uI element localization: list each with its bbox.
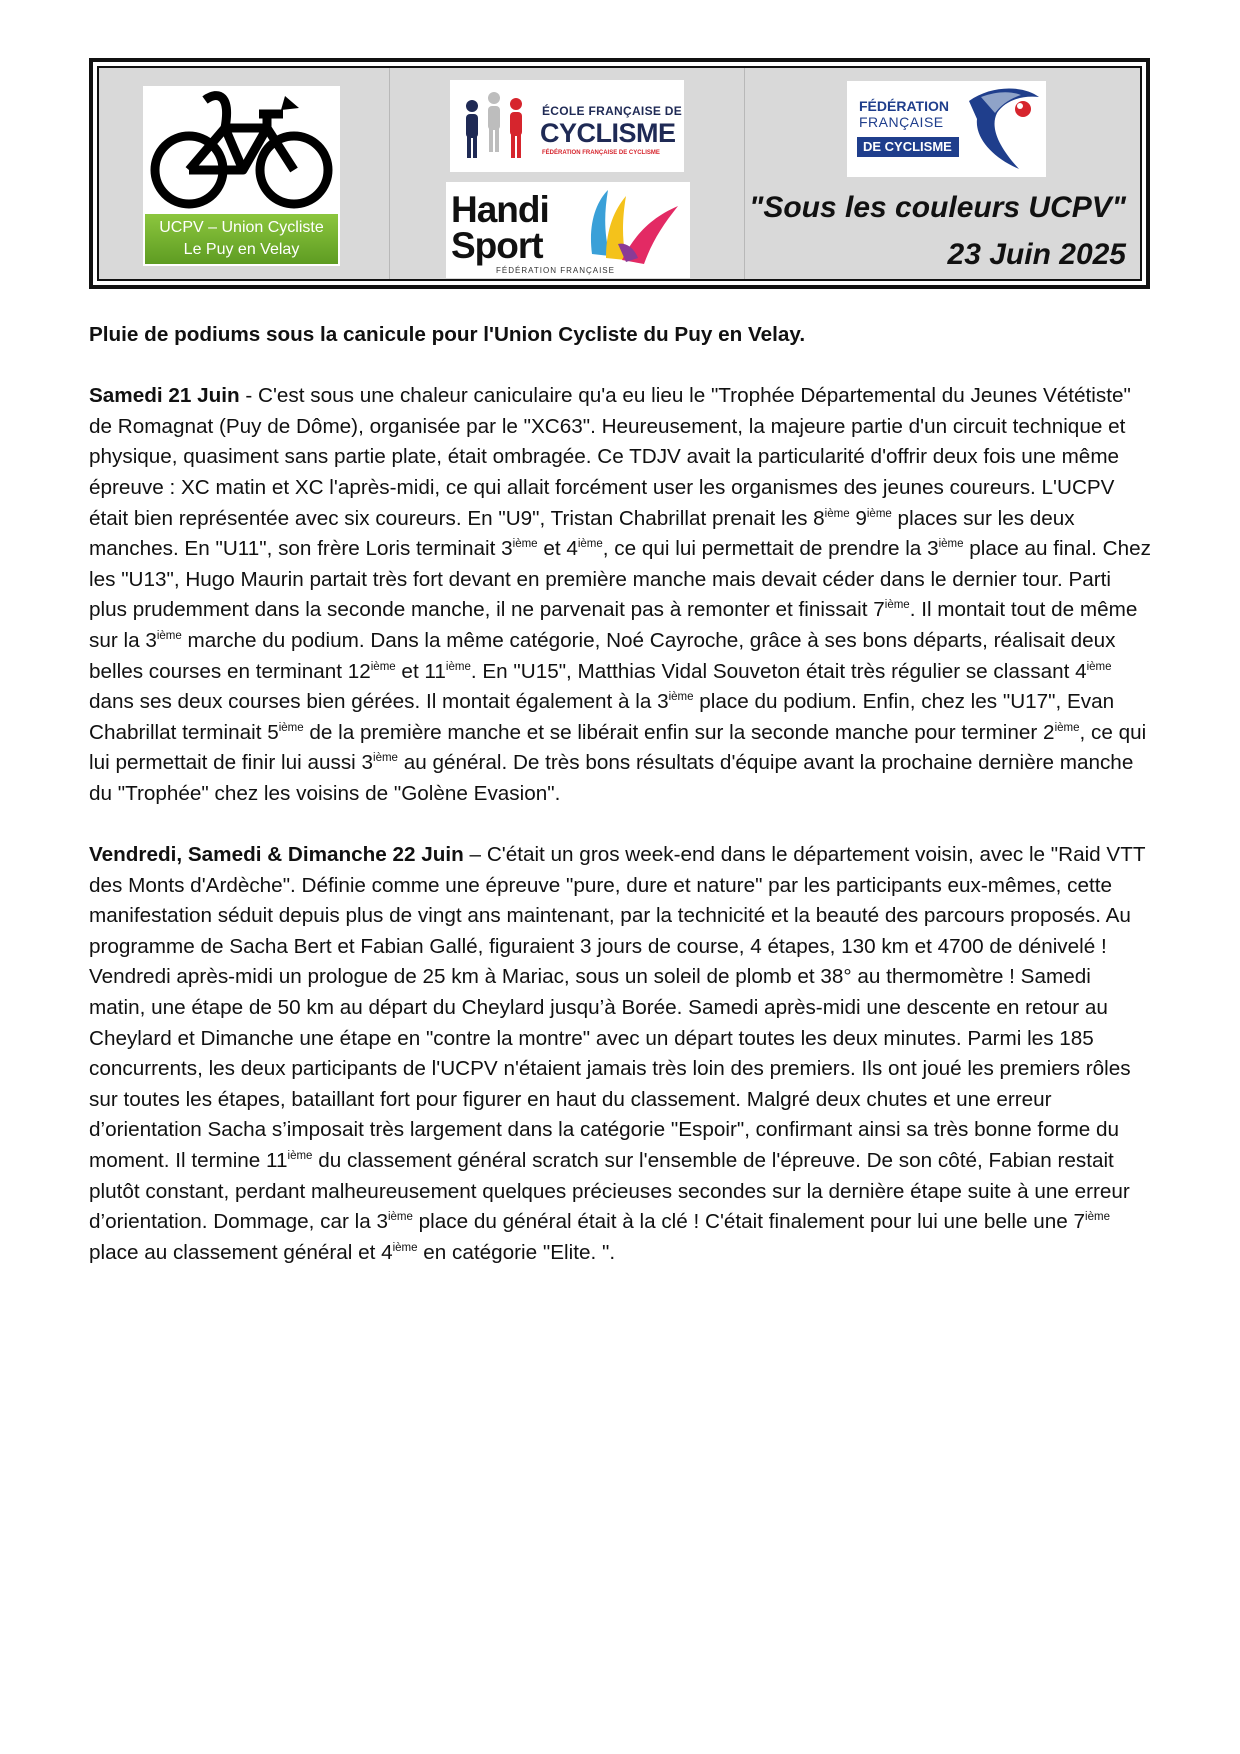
efc-line2: CYCLISME [540,118,676,148]
handisport-word1: Handi [451,189,549,230]
efc-logo [450,80,684,172]
handisport-logo [446,182,690,278]
header-divider [744,68,745,279]
text-run: dans ses deux courses bien gérées. Il montait également à la 3 [89,690,669,714]
ordinal-suffix: ième [938,538,964,551]
ordinal-suffix: ième [824,507,850,520]
text-run: place du général était à la clé ! C'était finalement pour lui une belle une 7 [412,1210,1086,1234]
text-run: - C'est sous une chaleur caniculaire qu'a eu lieu le "Trophée Départemental du Jeunes Vététiste" de Romagnat (Puy de Dôme), organisée par le "XC63". Heureusement, la majeure partie d'un circuit technique et physique, quasiment sans partie plate, était ombragée. Ce TDJV avait la particularité d'offrir deux fois une même épreuve : XC matin et XC l'après-midi, ce qui allait forcément user les organismes des jeunes coureurs. L'UCPV était bien représentée avec six coureurs. En "U9", Tristan Chabrillat prenait les 8 [89,384,1131,530]
headline-text: Pluie de podiums sous la canicule pour l'Union Cycliste du Puy en Velay. [89,323,806,346]
text-run: , ce qui lui permettait de finir lui aussi 3 [89,720,1147,775]
text-run: , ce qui lui permettait de prendre la 3 [602,537,939,561]
paragraph-lead: Vendredi, Samedi & Dimanche 22 Juin [89,843,464,867]
ffc-emblem-icon [961,83,1043,175]
ordinal-suffix: ième [387,1211,413,1224]
bulletin-title: "Sous les couleurs UCPV" [749,191,1126,224]
efc-line3: FÉDÉRATION FRANÇAISE DE CYCLISME [542,150,660,156]
ordinal-suffix: ième [156,629,182,642]
article-body [89,320,1151,1299]
ordinal-suffix: ième [1086,660,1112,673]
handisport-word2: Sport [451,225,543,266]
text-run: place au classement général et 4 [89,1240,393,1264]
text-run: places sur les deux manches. En "U11", son frère Loris terminait 3 [89,506,1075,561]
ucpv-plate [145,214,338,264]
text-run: – C'était un gros week-end dans le département voisin, avec le "Raid VTT des Monts d'Ardèche". Définie comme une épreuve "pure, dure et nature" par les participants eux-mêmes, cette manifestation séduit depuis plus de vingt ans maintenant, par la technicité et la beauté des parcours proposés. Au programme de Sacha Bert et Fabian Gallé, figuraient 3 jours de course, 4 étapes, 130 km et 4700 de dénivelé ! Vendredi après-midi un prologue de 25 km à Mariac, sous un soleil de plomb et 38° au thermomètre ! Samedi matin, une étape de 50 km au départ du Cheylard jusqu’à Borée. Samedi après-midi une descente en retour au Cheylard et Dimanche une étape en "contre la montre" avec un départ toutes les deux minutes. Parmi les 185 concurrents, les deux participants de l'UCPV n'étaient jamais très loin des premiers. Ils ont joué les premiers rôles sur toutes les étapes, bataillant fort pour figurer en haut du classement. Malgré deux chutes et une erreur d’orientation Sacha s’imposait très largement dans la catégorie "Espoir", confirmant ainsi sa très bonne forme du moment. Il termine 11 [89,843,1146,1173]
bulletin-date: 23 Juin 2025 [947,238,1126,271]
paragraph-raid [89,840,1151,1268]
efc-line1: ÉCOLE FRANÇAISE DE [542,104,683,118]
text-run: au général. De très bons résultats d'équipe avant la prochaine dernière manche du "Trophée" chez les voisins de "Golène Evasion". [89,751,1134,805]
children-figures-icon [452,80,540,172]
text-run: marche du podium. Dans la même catégorie, Noé Cayroche, grâce à ses bons départs, réalisait deux belles courses en terminant 12 [89,628,1116,683]
ordinal-suffix: ième [1054,721,1080,734]
ordinal-suffix: ième [392,1241,418,1254]
ffc-line1: FÉDÉRATION [859,98,949,114]
ordinal-suffix: ième [445,660,471,673]
text-run: place du podium. Enfin, chez les "U17", Evan Chabrillat terminait 5 [89,690,1115,744]
bicycle-icon [147,88,336,216]
header-title [749,184,1126,278]
text-run: . Il montait tout de même sur la 3 [89,598,1138,652]
header-divider [389,68,390,279]
paragraph-samedi [89,381,1151,809]
ffc-line2: FRANÇAISE [859,114,944,130]
paragraph-lead: Samedi 21 Juin [89,384,240,408]
headline [89,320,1151,351]
ordinal-suffix: ième [668,691,694,704]
ordinal-suffix: ième [866,507,892,520]
ucpv-line1: UCPV – Union Cycliste [159,219,324,236]
text-run: en catégorie "Elite. ". [417,1240,616,1264]
text-run: et 4 [537,537,578,561]
ordinal-suffix: ième [512,538,538,551]
ffc-line3: DE CYCLISME [857,137,959,157]
ordinal-suffix: ième [373,752,398,765]
ordinal-suffix: ième [370,660,396,673]
text-run: place au final. Chez les "U13", Hugo Maurin partait très fort devant en première manche mais devait céder dans le dernier tour. Parti plus prudemment dans la seconde manche, il ne parvenait pas à remonter et finissait 7 [89,537,1151,622]
ordinal-suffix: ième [278,721,304,734]
text-run: du classement général scratch sur l'ensemble de l'épreuve. De son côté, Fabian restait plutôt constant, perdant malheureusement quelques précieuses secondes sur la dernière étape suite à une erreur d’orientation. Dommage, car la 3 [89,1149,1130,1234]
ordinal-suffix: ième [1085,1211,1110,1224]
header-box [89,58,1150,289]
ordinal-suffix: ième [884,599,910,612]
handisport-line3: FÉDÉRATION FRANÇAISE [496,266,615,275]
header-panel [97,66,1142,281]
ucpv-line2: Le Puy en Velay [183,241,300,258]
ucpv-logo [143,86,340,266]
text-run: de la première manche et se libérait enfin sur la seconde manche pour terminer 2 [303,720,1055,744]
ffc-logo [847,81,1046,177]
ordinal-suffix: ième [287,1150,313,1163]
text-run: 9 [849,506,867,530]
handisport-swoosh-icon [582,184,682,270]
ordinal-suffix: ième [577,538,603,551]
text-run: . En "U15", Matthias Vidal Souveton était très régulier se classant 4 [470,659,1087,683]
text-run: et 11 [395,659,446,683]
